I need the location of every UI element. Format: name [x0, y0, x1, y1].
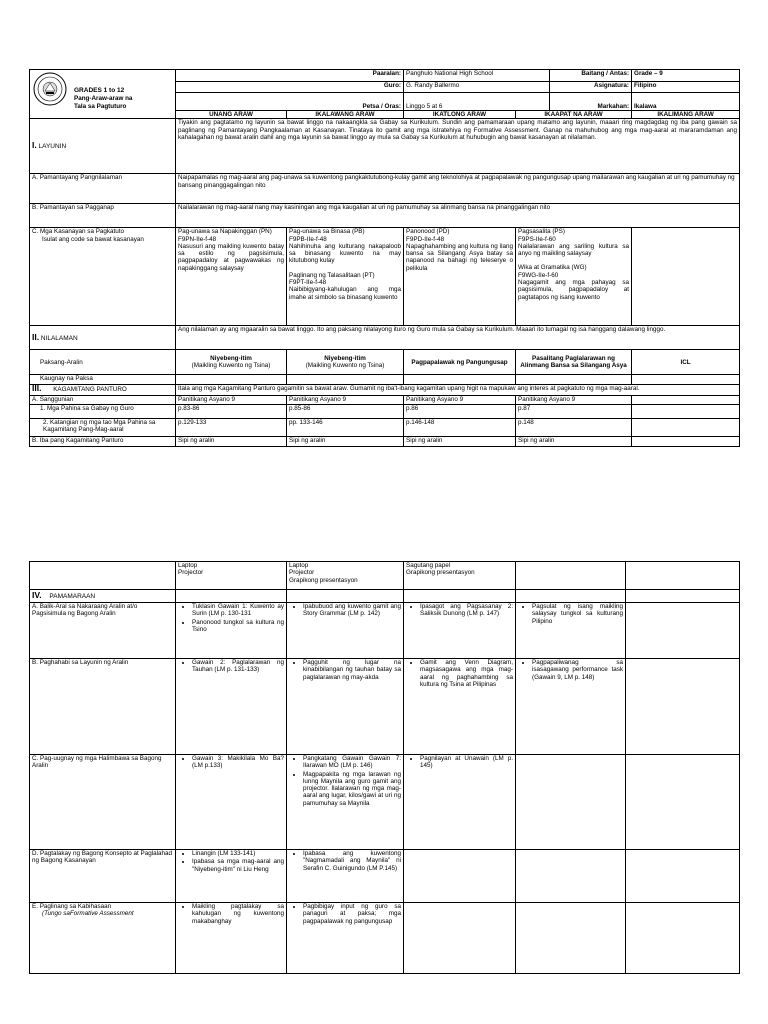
- kasanayan-sublabel: Isulat ang code sa bawat kasanayan: [42, 235, 144, 243]
- pamamaraan-d3: [404, 590, 516, 603]
- kasanayan-d1-desc: Nasusuri ang maikling kuwento batay sa estilo ng pagsisimula, pagpapadaloy at pagwawakas ng napakinggang salaysay: [178, 242, 284, 272]
- list-item: • Gamit ang Venn Diagram, magsasagawa ang mga mag-aaral ng paghahambing sa kultura ng Tsina at Pilipinas: [420, 659, 513, 688]
- sanggunian-label: A. Sanggunian: [30, 396, 176, 404]
- list-item: • Pagpapaliwanag sa isasagawang performance task (Gawain 9, LM p. 148): [532, 659, 623, 681]
- nilalaman-text: Ang nilalaman ay ang mgaaralin sa bawat linggo. Ito ang paksang nilalayong ituro ng Guro mula sa Gabay sa Kurikulum. Maaari ito tumagal ng isa hanggang dalawang linggo.: [176, 326, 740, 350]
- pagtalakay-d4: [516, 850, 626, 903]
- pamamaraan-number: IV.: [32, 589, 42, 600]
- paksa-day2: [287, 350, 404, 375]
- pag-uugnay-d2: [287, 755, 404, 850]
- lesson-plan-table-1: [29, 69, 740, 447]
- pamamaraan-d5: [626, 590, 740, 603]
- kasanayan-day5: [632, 228, 740, 326]
- petsa-value: Linggo 5 at 6: [404, 93, 550, 111]
- iba-kagamitan-d1: Sipi ng aralin: [176, 436, 287, 446]
- day1-header: UNANG ARAW: [176, 111, 287, 119]
- materials-d2-item1: Laptop: [289, 562, 309, 569]
- pag-uugnay-d1: [176, 755, 287, 850]
- paksa-d1-title: Niyebeng-itim: [210, 355, 252, 362]
- kaugnay-d4: [516, 375, 632, 385]
- kasanayan-d4-desc2: Nagagamit ang mga pahayag sa pagsisimula, pagpapadaloy at pagtatapos ng isang kuwento: [518, 279, 630, 301]
- paksa-d1-sub: (Maikling Kuwento ng Tsina): [191, 362, 271, 370]
- markahan-label: Markahan:: [550, 93, 632, 111]
- kagamitang-magaaral-d2: pp. 133-146: [287, 418, 404, 436]
- list-item: • Maikling pagtalakay sa kahulugan ng kuwentong makabanghay: [192, 903, 284, 925]
- kagamitan-text: Itala ang mga Kagamitang Panturo gagamitin sa bawat araw. Gumamit ng iba't-ibang kagamitan upang higit na mapukaw ang interes at pagkatuto ng mga mag-aaral.: [176, 385, 740, 396]
- paglinang-d4: [516, 903, 626, 974]
- list-item: • Panonood tungkol sa kultura ng Tsino: [192, 619, 284, 634]
- kaugnay-d1: [176, 375, 287, 385]
- kasanayan-d4-desc: Nailalarawan ang sariling kultura sa anyo ng maikling salaysay: [518, 242, 630, 258]
- pag-uugnay-label: C. Pag-uugnay ng mga Halimbawa sa Bagong Aralin: [30, 755, 176, 850]
- paghahabi-d4: [516, 659, 626, 755]
- sanggunian-d1: Panitikang Asyano 9: [176, 396, 287, 404]
- paglinang-d3: [404, 903, 516, 974]
- paaralan-value: Panghulo National High School: [404, 70, 550, 82]
- kagamitang-magaaral-d3: p.146-148: [404, 418, 516, 436]
- list-item: • Pangkatang Gawain Gawain 7: Ilarawan MO (LM p. 146): [303, 755, 401, 770]
- kagamitan-label: KAGAMITANG PANTURO: [53, 386, 127, 394]
- list-item: • Ipasagot ang Pagsasanay 2: Saliksik Dunong (LM p. 147): [420, 603, 513, 618]
- list-item: • Ipabasa ang kuwentong "Nagmamadali ang Maynila" ni Serafin C. Guinigundo (LM P.145): [303, 850, 401, 872]
- list-item: • Tuklasin Gawain 1: Kuwento ay Surin (LM p. 130-131: [192, 603, 284, 618]
- pamamaraan-label-cell: [30, 590, 176, 603]
- materials-d2: [287, 562, 404, 590]
- kasanayan-label-cell: [30, 228, 176, 326]
- list-item: • Ipabubuod ang kuwento gamit ang Story Grammar (LM p. 142): [303, 603, 401, 618]
- nilalaman-label-cell: [30, 326, 176, 350]
- list-item: • Pagguhit ng lugar na kinabibilangan ng tauhan batay sa paglalarawan ng may-akda: [303, 659, 401, 681]
- kagamitan-number: III.: [32, 384, 42, 394]
- kagamitan-label-cell: [30, 385, 176, 396]
- materials-d2-item3: Grapikong presentasyon: [289, 576, 358, 584]
- paglinang-label: E. Paglinang sa Kabihasaan: [32, 903, 112, 910]
- iba-kagamitan-d5: [632, 436, 740, 446]
- pangnilalaman-label: A. Pamantayang Pangnilalaman: [30, 174, 176, 204]
- iba-kagamitan-d4: Sipi ng aralin: [516, 436, 632, 446]
- gabay-guro-label: 1. Mga Pahina sa Gabay ng Guro: [30, 404, 176, 418]
- sanggunian-d4: Panitikang Asyano 9: [516, 396, 632, 404]
- day3-header: IKATLONG ARAW: [404, 111, 516, 119]
- petsa-label: Petsa / Oras:: [176, 93, 404, 111]
- guro-label: Guro:: [176, 82, 404, 93]
- day4-header: IKAAPAT NA ARAW: [516, 111, 632, 119]
- layunin-number: I.: [32, 140, 37, 151]
- balik-aral-d3: [404, 603, 516, 659]
- gabay-guro-d2: p.85-86: [287, 404, 404, 418]
- iba-kagamitan-label: B. Iba pang Kagamitang Panturo: [30, 436, 176, 446]
- kasanayan-day3: [404, 228, 516, 326]
- materials-d2-item2: Projector: [289, 569, 315, 577]
- kasanayan-d4-code: F9PS-IIe-f-60: [518, 235, 556, 243]
- pagtalakay-label: D. Pagtalakay ng Bagong Konsepto at Paglalahad ng Bagong Kasanayan: [30, 850, 176, 903]
- pag-uugnay-d4: [516, 755, 626, 850]
- list-item: • Pagbibigay input ng guro sa panaguri at paksa; mga pagpapalawak ng pangungusap: [303, 903, 401, 925]
- paglinang-sublabel: (Tungo saFormative Assessment: [42, 910, 134, 918]
- paaralan-label: Paaralan:: [176, 70, 404, 82]
- paghahabi-d1: [176, 659, 287, 755]
- kasanayan-d4-skill: Pagsasalita (PS): [518, 228, 565, 236]
- grades-title: GRADES 1 to 12: [74, 87, 125, 94]
- list-item: • Gawain 3: Makikilala Mo Ba? (LM p.133): [192, 755, 284, 770]
- gabay-guro-d1: p.83-86: [176, 404, 287, 418]
- paglinang-label-cell: [30, 903, 176, 974]
- list-item: • Gawain 2: Paglalarawan ng Tauhan (LM p. 131-133): [192, 659, 284, 674]
- pagtalakay-d5: [626, 850, 740, 903]
- kaugnay-d3: [404, 375, 516, 385]
- kagamitang-magaaral-d5: [632, 418, 740, 436]
- baitang-label: Baitang / Antas:: [550, 70, 632, 82]
- pamamaraan-d2: [287, 590, 404, 603]
- kasanayan-d3-desc: Napaghahambing ang kultura ng ilang bansa sa Silangang Asya batay sa napanood na bahagi ng teleserye o pelikula: [406, 242, 514, 272]
- paksa-d2-sub: (Maikling Kuwento ng Tsina): [305, 362, 385, 370]
- pamamaraan-d4: [516, 590, 626, 603]
- iba-kagamitan-d3: Sipi ng aralin: [404, 436, 516, 446]
- kasanayan-d2-skill2: Paglinang ng Talasalitaan (PT): [289, 271, 375, 279]
- list-item: • Ipabasa sa mga mag-aaral ang "Niyebeng-itim" ni Liu Heng: [192, 858, 284, 873]
- materials-d1-item1: Laptop: [178, 562, 198, 569]
- paghahabi-label: B. Paghahabi sa Layunin ng Aralin: [30, 659, 176, 755]
- paksa-day4: Pasalitang Paglalarawan ng Alinmang Bansa sa Silangang Asya: [516, 350, 632, 375]
- materials-label-cell: [30, 562, 176, 590]
- kaugnay-label: Kaugnay na Paksa: [30, 375, 176, 385]
- kasanayan-d3-code: F9PD-IIe-f-48: [406, 235, 445, 243]
- kasanayan-d2-code: F9PB-IIe-f-48: [289, 235, 327, 243]
- kagamitang-magaaral-d4: p.148: [516, 418, 632, 436]
- kasanayan-d1-code: F9PN-IIe-f-48: [178, 235, 217, 243]
- paglinang-d2: [287, 903, 404, 974]
- paksa-label: Paksang-Aralin: [30, 350, 176, 375]
- pangnilalaman-text: Naipapamalas ng mag-aaral ang pag-unawa sa kuwentong pangkaktutubong-kulay gamit ang teknolohiya at pagpapalawak ng pangungusap upang mailarawan ang kaugalian at uri ng pamumuhay ng bansang pinanggagalingan nito: [176, 174, 740, 204]
- materials-d3-item1: Sagutang papel: [406, 562, 451, 569]
- paghahabi-d2: [287, 659, 404, 755]
- nilalaman-label: NILALAMAN: [40, 334, 78, 342]
- list-item: • Pagnilayan at Unawain (LM p. 145): [420, 755, 513, 770]
- paksa-day3: Pagpapalawak ng Pangungusap: [404, 350, 516, 375]
- kagamitang-magaaral-d1: p.129-133: [176, 418, 287, 436]
- kasanayan-d2-desc: Nahihinuha ang kulturang nakapaloob sa binasang kuwento na may kitutubong kulay: [289, 242, 402, 265]
- list-item: • Magpapakita ng mga larawan ng lunng Maynila ang guro gamit ang projector. Ilalarawan ng mga mag-aaral ang lugar, kilos/gawi at uri ng pamumuhay sa Maynila: [303, 771, 401, 807]
- balik-aral-label: A. Balik-Aral sa Nakaraang Aralin at/o Pagsisimula ng Bagong Aralin: [30, 603, 176, 659]
- pamamaraan-d1: [176, 590, 287, 603]
- day5-header: IKALIMANG ARAW: [632, 111, 740, 119]
- pagtalakay-d2: [287, 850, 404, 903]
- paksa-d2-title: Niyebeng-itim: [324, 355, 366, 362]
- kasanayan-day2: [287, 228, 404, 326]
- list-item: • Pagsulat ng isang maikling salaysay tungkol sa kulturang Pilipino: [532, 603, 623, 625]
- header-logo-cell: [30, 70, 176, 119]
- pag-uugnay-d5: [626, 755, 740, 850]
- materials-d5: [626, 562, 740, 590]
- kasanayan-d4-skill2: Wika at Gramatika (WG): [518, 264, 587, 272]
- balik-aral-d2: [287, 603, 404, 659]
- kasanayan-d1-skill: Pag-unawa sa Napakinggan (PN): [178, 228, 272, 236]
- paksa-day5: ICL: [632, 350, 740, 375]
- materials-d1-item2: Projector: [178, 569, 204, 577]
- pamamaraan-label: PAMAMARAAN: [49, 592, 96, 600]
- sanggunian-d3: Panitikang Asyano 9: [404, 396, 516, 404]
- iba-kagamitan-d2: Sipi ng aralin: [287, 436, 404, 446]
- kasanayan-d4-code2: F9WG-IIe-f-60: [518, 271, 559, 279]
- pagtalakay-d3: [404, 850, 516, 903]
- sanggunian-d5: [632, 396, 740, 404]
- kasanayan-label: C. Mga Kasanayan sa Pagkatuto: [32, 228, 125, 236]
- kagamitang-magaaral-label: 2. Katangian ng mga tao Mga Pahina sa Kagamitang Pang-Mag-aaral: [30, 418, 176, 436]
- pagtalakay-d1: [176, 850, 287, 903]
- baitang-value: Grade – 9: [632, 70, 740, 82]
- guro-value: G. Randy Ballermo: [404, 82, 550, 93]
- layunin-text: Tiyakin ang pagtatamo ng layunin sa bawat linggo na nakaangkla sa Gabay sa Kurikulum. Sundin ang pamamaraan upang matamo ang layunin, maaari ring magdagdag ng iba pang gawain sa paglinang ng Pamantayang Pangkaalaman at Kasanayan. Tinataya ito gamit ang mga istratehiya ng Formative Assessment. Ganap na mahuhubog ang mga mag-aaral at mararamdaman ang kahalagahan ng bawat aralin dahil ang mga layunin sa bawat linggo ay mula sa Gabay sa Kurikulum at huhubugin ang bawat kasanayan at nilalaman.: [176, 119, 740, 174]
- kasanayan-d2-skill: Pag-unawa sa Binasa (PB): [289, 228, 365, 236]
- sanggunian-d2: Panitikang Asyano 9: [287, 396, 404, 404]
- deped-seal-icon: [33, 72, 67, 106]
- subtitle-line1: Pang-Araw-araw na: [74, 95, 133, 102]
- asignatura-value: Filipino: [632, 82, 740, 93]
- kasanayan-day4: [516, 228, 632, 326]
- materials-d3: [404, 562, 516, 590]
- pagganap-label: B. Pamantayan sa Pagganap: [30, 204, 176, 228]
- kasanayan-d2-desc2: Naibibigyang-kahulugan ang mga imahe at simbolo sa binasang kuwento: [289, 286, 402, 301]
- subtitle-line2: Tala sa Pagtuturo: [74, 103, 127, 110]
- asignatura-label: Asignatura:: [550, 82, 632, 93]
- materials-d1: [176, 562, 287, 590]
- gabay-guro-d4: p.87: [516, 404, 632, 418]
- lesson-plan-table-2: [29, 561, 740, 974]
- markahan-value: Ikalawa: [632, 93, 740, 111]
- kasanayan-d3-skill: Panonood (PD): [406, 228, 450, 236]
- balik-aral-d4: [516, 603, 626, 659]
- materials-d3-item2: Grapikong presentasyon: [406, 569, 475, 577]
- day2-header: IKALAWANG ARAW: [287, 111, 404, 119]
- paghahabi-d3: [404, 659, 516, 755]
- materials-d4: [516, 562, 626, 590]
- pagganap-text: Nailalarawan ng mag-aaral nang may kasiningan ang mga kaugalian at uri ng pamumuhay sa alinmang bansa na pinanggalingan nito: [176, 204, 740, 228]
- kaugnay-d5: [632, 375, 740, 385]
- paghahabi-d5: [626, 659, 740, 755]
- paksa-day1: [176, 350, 287, 375]
- gabay-guro-d3: p.86: [404, 404, 516, 418]
- kaugnay-d2: [287, 375, 404, 385]
- paglinang-d1: [176, 903, 287, 974]
- gabay-guro-d5: [632, 404, 740, 418]
- paglinang-d5: [626, 903, 740, 974]
- balik-aral-d5: [626, 603, 740, 659]
- list-item: • Linangin (LM 133-141): [192, 850, 284, 857]
- nilalaman-number: II.: [32, 331, 40, 342]
- pag-uugnay-d3: [404, 755, 516, 850]
- layunin-label: LAYUNIN: [38, 143, 67, 151]
- kasanayan-d2-code2: F9PT-IIe-f-48: [289, 279, 327, 287]
- kasanayan-day1: [176, 228, 287, 326]
- balik-aral-d1: [176, 603, 287, 659]
- layunin-label-cell: [30, 119, 176, 174]
